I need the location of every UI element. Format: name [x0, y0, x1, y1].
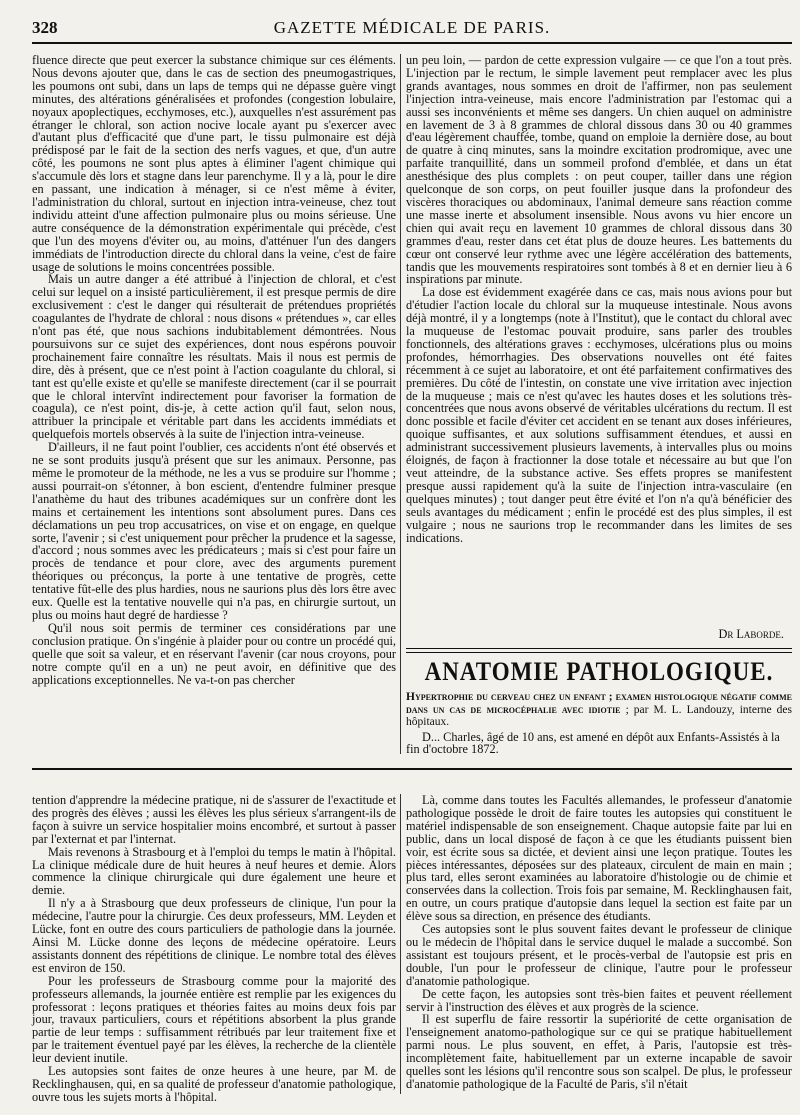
paragraph: tention d'apprendre la médecine pratique, ni de s'assurer de l'exactitude et des progrès des élèves ; aussi les élèves les plus sérieux s'arrangent-ils de façon à suivre un service hospitalier moins encombré, et surtout à passer par l'externat et par l'internat. [32, 793, 396, 846]
article-subtitle-caps: Hypertrophie du cerveau chez un enfant ; examen histologique négatif comme dans un cas de microcéphalie avec idiotie [406, 691, 792, 716]
paragraph: La dose est évidemment exagérée dans ce cas, mais nous avions pour but d'étudier l'action locale du chloral sur la muqueuse intestinale. Nous avons déjà montré, il y a longtemps (note à l'Institut), que le contact du chloral avec la muqueuse de l'estomac pouvait produire, sans parler des troubles fonctionnels, des altérations graves : ecchymoses, ulcérations plus ou moins profondes, hémorrhagies. Des observations nouvelles ont été faites récemment à ce sujet au laboratoire, et ont été parfaitement confirmatives des premières. Du côté de l'intestin, on constate une vive irritation avec injection de la muqueuse ; mais ce n'est qu'avec les hautes doses et les solutions très-concentrées que nous avons observé de véritables ulcérations du rectum. Il est donc possible et facile d'éviter cet accident en se tenant aux doses inférieures, quoique suffisantes, et aux solutions suffisamment étendues, et aussi en administrant successivement plusieurs lavements, à intervalles plus ou moins éloignés, de façon à fractionner la dose totale et nécessaire au but que l'on veut atteindre, de la substance active. Ses effets propres se manifestent presque aussi rapidement qu'à la suite de l'injection intra-vasculaire (en quelques minutes) ; tout danger peut être évité et l'on n'a qu'à bénéficier des seuls avantages du médicament ; enfin le procédé est des plus simples, il est vulgaire ; nous ne saurions trop le recommander dans les limites de ses indications. [406, 285, 792, 545]
page-header [32, 16, 792, 44]
paragraph: Mais revenons à Strasbourg et à l'emploi du temps le matin à l'hôpital. La clinique médicale dure de huit heures à neuf heures et demie. Alors commence la clinique chirurgicale qui dure également une heure et demie. [32, 844, 396, 898]
column-divider [400, 54, 401, 754]
article-author: ; par M. L. Landouzy, interne des hôpitaux. [406, 703, 793, 728]
journal-title: GAZETTE MÉDICALE DE PARIS. [273, 18, 551, 37]
paragraph: Là, comme dans toutes les Facultés allemandes, le professeur d'anatomie pathologique possède le droit de faire toutes les autopsies qui constituent le matériel indispensable de son enseignement. Chaque autopsie faite par lui en public, dans un local disposé de façon à ce que les étudiants puissent bien voir, est écrite sous sa dictée, et devient ainsi une leçon pratique. Toutes les pièces intéressantes, déposées sur des plateaux, circulent de main en main ; plus tard, elles seront examinées au laboratoire d'histologie ou de chimie et conservées dans la collection. Trois fois par semaine, M. Recklinghausen fait, en outre, un cours pratique d'autopsie dans lequel la section est faite par un élève sous sa direction, en présence des étudiants. [406, 793, 792, 924]
paragraph: Ces autopsies sont le plus souvent faites devant le professeur de clinique ou le médecin de l'hôpital dans le service duquel le malade a succombé. Son assistant est toujours présent, et le procès-verbal de l'autopsie est pris en double, l'un pour le professeur de clinique, l'autre pour le professeur d'anatomie pathologique. [406, 922, 792, 988]
paragraph: De cette façon, les autopsies sont très-bien faites et peuvent réellement servir à l'instruction des élèves et aux progrès de la science. [406, 986, 792, 1014]
column-divider [400, 794, 401, 1094]
column-upper-left [32, 54, 396, 754]
horizontal-divider [32, 768, 792, 770]
author-signature: Dr Laborde. [718, 627, 784, 641]
column-lower-right [406, 794, 792, 1094]
paragraph: un peu loin, — pardon de cette expression vulgaire — ce que l'on a tout près. L'injection par le rectum, le simple lavement peut remplacer avec les plus grands avantages, nous sommes en droit de l'affirmer, non pas seulement l'injection intra-veineuse, mais encore l'administration par l'estomac qui a aussi ses inconvénients et même ses dangers. Un chien auquel on administre en lavement de 3 à 8 grammes de chloral dissous dans 30 ou 40 grammes d'eau légèrement chauffée, tombe, quand on emploie la dernière dose, au bout de quatre à cinq minutes, sans la moindre excitation prodromique, avec une parfaite tranquillité, dans un sommeil profond d'emblée, et dans un état anesthésique des plus complets : on peut couper, tailler dans une région quelconque de son corps, on peut fouiller jusque dans la profondeur des viscères thoraciques ou abdominaux, l'animal demeure sans réaction comme une masse inerte et absolument insensible. Nous avons vu hier encore un chien qui avait reçu en lavement 10 grammes de chloral dissous dans 30 grammes d'eau, rester dans cet état plus de douze heures. Les battements du cœur ont conservé leur rythme avec une légère accélération des battements, tandis que les mouvements respiratoires sont tombés à 8 et en dernier lieu à 6 inspirations par minute. [406, 53, 792, 287]
section-title: ANATOMIE PATHOLOGIQUE. [424, 657, 774, 686]
column-lower-left [32, 793, 396, 1104]
paragraph: Il est superflu de faire ressortir la supériorité de cette organisation de l'enseignement anatomo-pathologique sur ce qui se pratique habituellement parmi nous. Le plus souvent, en effet, à Paris, l'autopsie est très-incomplètement faite, habituellement par un externe incapable de savoir quelles sont les lésions qu'il rencontre sous son scalpel. De plus, le professeur d'anatomie pathologique de la Faculté de Paris, s'il n'était [406, 1012, 792, 1091]
paragraph: Pour les professeurs de Strasbourg comme pour la majorité des professeurs allemands, la journée entière est remplie par les exigences du professorat : leçons pratiques et théories faites au moins deux fois par jour, travaux particuliers, cours et répétitions absorbent la plus grande partie de leur temps : suffisamment rétribués par leur traitement fixe et par le traitement éventuel payé par les élèves, la recherche de la clientèle leur devient inutile. [32, 973, 396, 1066]
article-intro: D... Charles, âgé de 10 ans, est amené en dépôt aux Enfants-Assistés à la fin d'octobre 1872. [406, 729, 780, 757]
paragraph: Qu'il nous soit permis de terminer ces considérations par une conclusion pratique. On s'ingénie à plaider pour ou contre un procédé qui, quelle que soit sa valeur, et en réservant l'avenir (car nous croyons, pour notre compte qu'il en a un) ne peut avoir, en définitive que des applications exceptionnelles. Ne va-t-on pas chercher [32, 620, 396, 687]
paragraph: Mais un autre danger a été attribué à l'injection de chloral, et c'est celui sur lequel on a insisté particulièrement, il est presque permis de dire exclusivement : c'est le danger qui résulterait de prétendues propriétés coagulantes de l'hydrate de chloral : nous disons « prétendues », car elles n'ont pas été, que nous sachions indubitablement démontrées. Nous poursuivons sur ce sujet des expériences, dont nous espérons pouvoir prochainement faire connaître les résultats. Mais il nous est permis de dire, dès à présent, que ce n'est point à l'action coagulante du chloral, si tant est qu'elle existe et qu'elle se manifeste directement (car il se pourrait que le chloral intervînt indirectement pour favoriser la formation de coagula), ce n'est point, dis-je, à cette action qu'il faut, selon nous, attribuer la principale et véritable part dans les accidents immédiats et quelquefois mortels observés à la suite de l'injection intra-veineuse. [32, 272, 396, 442]
paragraph: fluence directe que peut exercer la substance chimique sur ces éléments. Nous devons ajouter que, dans le cas de section des pneumogastriques, les poumons ont subi, dans un laps de temps qui ne dépasse guère vingt minutes, des altérations généralisées et profondes (congestion lobulaire, noyaux apoplectiques, ecchymoses, etc.), auxquelles n'est assurément pas étranger le chloral, son action nocive locale ayant pu s'exercer avec d'autant plus d'efficacité que d'une part, le tissu pulmonaire est déjà prédisposé par le fait de la section des nerfs vagues, et que, d'un autre côté, les poumons ne sont plus aptes à éliminer l'agent chimique qui s'accumule dès lors et stagne dans leur parenchyme. Il y a là, pour le dire en passant, une indication à ménager, si ce n'est même à éviter, l'administration du chloral, surtout en injection intra-veineuse, chez tout individu atteint d'une affection pulmonaire plus ou moins sérieuse. Une autre conséquence de la démonstration expérimentale qui précède, c'est que l'un des moyens d'éviter ou, au moins, d'atténuer l'un des dangers immédiats de l'introduction directe du chloral dans la veine, c'est de faire usage de solutions le moins concentrées possible. [32, 53, 396, 274]
page-number: 328 [32, 18, 58, 37]
paragraph: Les autopsies sont faites de onze heures à une heure, par M. de Recklinghausen, qui, en sa qualité de professeur d'anatomie pathologique, ouvre tous les sujets morts à l'hôpital. [32, 1064, 396, 1104]
section-anatomie-pathologique [406, 648, 793, 757]
column-upper-right [406, 54, 792, 646]
paragraph: D'ailleurs, il ne faut point l'oublier, ces accidents n'ont été observés et ne se sont produits jusqu'à présent que sur les animaux. Personne, pas même le promoteur de la méthode, ne les a vus se produire sur l'homme ; aussi pourrait-on s'étonner, à bon escient, d'entendre fulminer presque l'anathème du haut des tribunes académiques sur un confrère dont les mains et certainement les intentions sont absolument pures. Dans ces déclamations un peu trop accusatrices, on vise et on engage, en quelque sorte, l'avenir ; si c'est uniquement pour prêcher la prudence et la sagesse, d'accord ; nous sommes avec les prédicateurs ; mais si c'est pour faire un procès de tendance et pour clore, avec des arguments purement théoriques ou préconçus, la porte à une tentative de progrès, cette tentative fût-elle des plus hardies, nous ne saurions plus dès lors être avec eux. Quelle est la tentative nouvelle qui n'a pas, en chirurgie surtout, un plus ou moins haut degré de hardiesse ? [32, 440, 396, 622]
article-subtitle [406, 691, 792, 729]
paragraph: Il n'y a à Strasbourg que deux professeurs de clinique, l'un pour la médecine, l'autre pour la chirurgie. Ces deux professeurs, MM. Leyden et Lücke, font en outre des cours particuliers de pathologie dans la journée. Ainsi M. Lücke donne des leçons de médecine opératoire. Leurs assistants donnent des répétitions de clinique. Le nombre total des élèves est environ de 150. [32, 896, 396, 975]
section-rule [406, 648, 792, 653]
